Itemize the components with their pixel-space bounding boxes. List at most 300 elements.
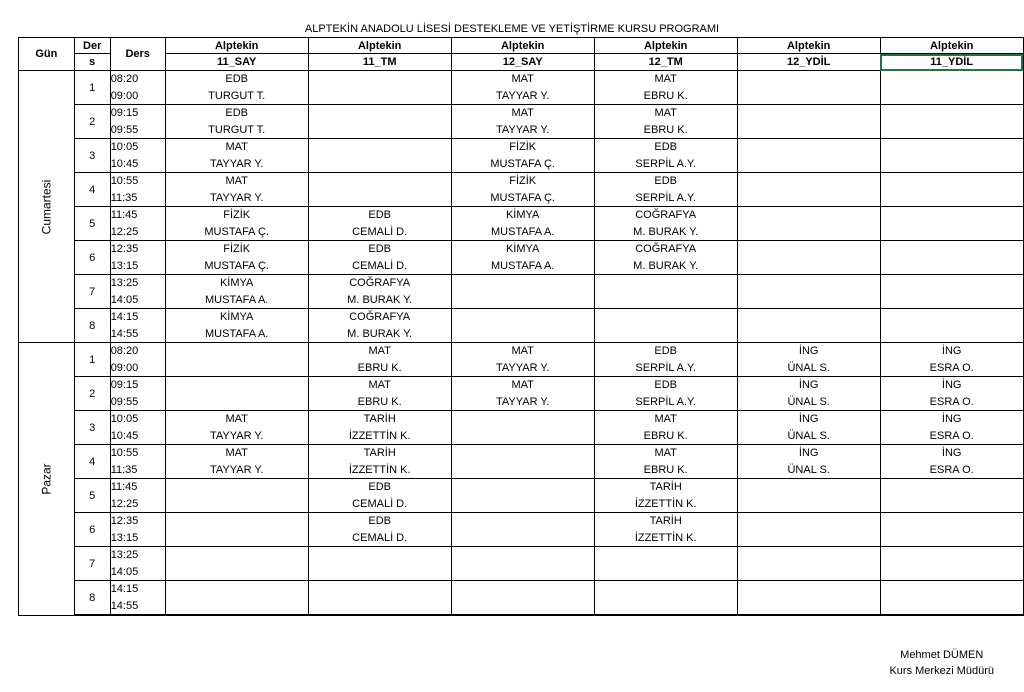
teacher-name xyxy=(166,360,308,376)
schedule-cell[interactable] xyxy=(308,445,451,479)
schedule-cell[interactable] xyxy=(594,309,737,343)
course-name xyxy=(309,105,451,122)
schedule-cell[interactable] xyxy=(308,309,451,343)
schedule-cell[interactable] xyxy=(737,105,880,139)
period-number: 2 xyxy=(74,377,110,411)
course-name: EDB xyxy=(654,141,677,153)
period-row xyxy=(19,547,1024,581)
schedule-cell[interactable] xyxy=(594,173,737,207)
period-number: 1 xyxy=(74,71,110,105)
schedule-cell[interactable] xyxy=(308,139,451,173)
period-row xyxy=(19,139,1024,173)
schedule-cell[interactable] xyxy=(451,173,594,207)
teacher-name: ESRA O. xyxy=(929,362,974,374)
period-row xyxy=(19,581,1024,616)
course-name: MAT xyxy=(511,73,534,85)
schedule-cell[interactable] xyxy=(165,343,308,377)
schedule-cell[interactable] xyxy=(737,445,880,479)
schedule-cell[interactable] xyxy=(737,71,880,105)
schedule-cell[interactable] xyxy=(880,139,1023,173)
schedule-cell[interactable] xyxy=(308,207,451,241)
course-name xyxy=(166,581,308,598)
teacher-name: TAYYAR Y. xyxy=(495,362,550,374)
teacher-name: M. BURAK Y. xyxy=(633,260,699,272)
teacher-name xyxy=(881,292,1023,308)
schedule-cell[interactable] xyxy=(165,173,308,207)
course-name: TARİH xyxy=(363,447,396,459)
schedule-cell[interactable] xyxy=(880,309,1023,343)
course-name xyxy=(881,479,1023,496)
period-start-time: 11:45 xyxy=(110,209,138,221)
course-name xyxy=(166,479,308,496)
period-start-time: 10:05 xyxy=(110,141,139,153)
schedule-cell[interactable] xyxy=(308,173,451,207)
period-end-time: 09:00 xyxy=(110,90,139,102)
schedule-cell[interactable] xyxy=(451,275,594,309)
course-name xyxy=(881,207,1023,224)
period-start-time: 13:25 xyxy=(110,277,139,289)
schedule-cell[interactable] xyxy=(880,241,1023,275)
course-name: MAT xyxy=(225,413,248,425)
period-number: 7 xyxy=(74,547,110,581)
schedule-cell[interactable] xyxy=(451,581,594,616)
schedule-cell[interactable] xyxy=(737,207,880,241)
schedule-cell[interactable] xyxy=(451,309,594,343)
period-row xyxy=(19,513,1024,547)
course-name xyxy=(881,547,1023,564)
teacher-name: EBRU K. xyxy=(643,124,688,136)
schedule-cell[interactable] xyxy=(880,71,1023,105)
teacher-name xyxy=(595,292,737,308)
teacher-name xyxy=(595,598,737,614)
schedule-cell[interactable] xyxy=(451,445,594,479)
schedule-cell[interactable] xyxy=(594,275,737,309)
teacher-name: MUSTAFA Ç. xyxy=(204,260,269,272)
header-ders-no-top: Der xyxy=(74,38,110,54)
day-label: Cumartesi xyxy=(39,179,54,234)
teacher-name: MUSTAFA Ç. xyxy=(490,192,555,204)
teacher-name xyxy=(881,496,1023,512)
teacher-name: EBRU K. xyxy=(643,430,688,442)
period-start-time: 10:55 xyxy=(110,447,139,459)
schedule-cell[interactable] xyxy=(165,105,308,139)
course-name xyxy=(881,581,1023,598)
course-name xyxy=(166,547,308,564)
schedule-cell[interactable] xyxy=(737,241,880,275)
teacher-name xyxy=(166,564,308,580)
period-start-time: 12:35 xyxy=(110,515,139,527)
teacher-name: TAYYAR Y. xyxy=(209,430,264,442)
schedule-cell[interactable] xyxy=(594,241,737,275)
schedule-cell[interactable] xyxy=(308,411,451,445)
header-class: 12_SAY xyxy=(451,54,594,71)
course-name xyxy=(881,309,1023,326)
period-time xyxy=(110,105,165,139)
schedule-cell[interactable] xyxy=(594,105,737,139)
schedule-cell[interactable] xyxy=(594,479,737,513)
header-school: Alptekin xyxy=(737,38,880,54)
schedule-cell[interactable] xyxy=(165,241,308,275)
course-name: EDB xyxy=(368,209,391,221)
period-row xyxy=(19,309,1024,343)
teacher-name xyxy=(881,224,1023,240)
schedule-cell[interactable] xyxy=(737,275,880,309)
schedule-cell[interactable] xyxy=(451,139,594,173)
period-time xyxy=(110,377,165,411)
schedule-cell[interactable] xyxy=(451,513,594,547)
teacher-name: SERPİL A.Y. xyxy=(635,192,696,204)
schedule-cell[interactable] xyxy=(737,411,880,445)
course-name: KİMYA xyxy=(219,311,254,323)
course-name xyxy=(166,513,308,530)
period-start-time: 14:15 xyxy=(110,311,139,323)
teacher-name: MUSTAFA Ç. xyxy=(490,158,555,170)
period-row xyxy=(19,411,1024,445)
schedule-cell[interactable] xyxy=(737,343,880,377)
course-name: COĞRAFYA xyxy=(349,277,411,289)
schedule-cell[interactable] xyxy=(594,445,737,479)
period-number: 5 xyxy=(74,207,110,241)
schedule-cell[interactable] xyxy=(165,513,308,547)
teacher-name xyxy=(595,564,737,580)
period-start-time: 11:45 xyxy=(110,481,138,493)
teacher-name: MUSTAFA A. xyxy=(205,328,269,340)
course-name xyxy=(309,71,451,88)
course-name: EDB xyxy=(654,345,677,357)
course-name xyxy=(738,71,880,88)
teacher-name xyxy=(738,88,880,104)
period-end-time: 09:00 xyxy=(110,362,139,374)
teacher-name xyxy=(881,156,1023,172)
header-class-selected-cell[interactable]: 11_YDİL xyxy=(880,54,1023,71)
header-school: Alptekin xyxy=(451,38,594,54)
schedule-cell[interactable] xyxy=(451,479,594,513)
teacher-name xyxy=(309,156,451,172)
schedule-cell[interactable] xyxy=(880,479,1023,513)
schedule-cell[interactable] xyxy=(880,105,1023,139)
course-name: İNG xyxy=(798,345,819,357)
schedule-cell[interactable] xyxy=(165,581,308,616)
teacher-name: ESRA O. xyxy=(929,430,974,442)
header-school: Alptekin xyxy=(594,38,737,54)
course-name: EDB xyxy=(654,175,677,187)
course-name: İNG xyxy=(798,379,819,391)
schedule-cell[interactable] xyxy=(308,377,451,411)
course-name: İNG xyxy=(941,345,962,357)
schedule-cell[interactable] xyxy=(308,241,451,275)
period-end-time: 09:55 xyxy=(110,124,139,136)
course-name xyxy=(881,241,1023,258)
header-school: Alptekin xyxy=(165,38,308,54)
schedule-cell[interactable] xyxy=(165,275,308,309)
schedule-cell[interactable] xyxy=(165,309,308,343)
period-number: 3 xyxy=(74,411,110,445)
period-number: 1 xyxy=(74,343,110,377)
period-end-time: 14:05 xyxy=(110,294,139,306)
schedule-cell[interactable] xyxy=(594,581,737,616)
schedule-cell[interactable] xyxy=(880,445,1023,479)
teacher-name: TAYYAR Y. xyxy=(209,158,264,170)
course-name xyxy=(738,547,880,564)
course-name: MAT xyxy=(654,73,677,85)
teacher-name: CEMALİ D. xyxy=(352,260,408,272)
schedule-cell[interactable] xyxy=(451,547,594,581)
period-time xyxy=(110,207,165,241)
teacher-name: TAYYAR Y. xyxy=(209,192,264,204)
period-number: 5 xyxy=(74,479,110,513)
period-time xyxy=(110,479,165,513)
header-ders: Ders xyxy=(110,38,165,71)
course-name xyxy=(881,71,1023,88)
period-end-time: 13:15 xyxy=(110,532,139,544)
teacher-name: ÜNAL S. xyxy=(787,362,830,374)
teacher-name xyxy=(166,496,308,512)
teacher-name xyxy=(452,326,594,342)
header-ders-no-bottom: s xyxy=(74,54,110,71)
header-class: 11_TM xyxy=(308,54,451,71)
course-name xyxy=(738,479,880,496)
schedule-cell[interactable] xyxy=(165,139,308,173)
course-name: MAT xyxy=(511,107,534,119)
course-name xyxy=(309,581,451,598)
schedule-cell[interactable] xyxy=(308,71,451,105)
schedule-cell[interactable] xyxy=(165,547,308,581)
period-end-time: 12:25 xyxy=(110,226,139,238)
schedule-cell[interactable] xyxy=(594,411,737,445)
schedule-cell[interactable] xyxy=(737,139,880,173)
signature-role: Kurs Merkezi Müdürü xyxy=(889,665,994,677)
teacher-name: SERPİL A.Y. xyxy=(635,396,696,408)
course-name xyxy=(738,173,880,190)
teacher-name xyxy=(452,598,594,614)
course-name xyxy=(738,241,880,258)
header-class: 11_SAY xyxy=(165,54,308,71)
teacher-name: İZZETTİN K. xyxy=(348,430,411,442)
document-title: ALPTEKİN ANADOLU LİSESİ DESTEKLEME VE YETİŞTİRME KURSU PROGRAMI xyxy=(304,23,720,35)
period-start-time: 14:15 xyxy=(110,583,139,595)
course-name: KİMYA xyxy=(219,277,254,289)
period-time xyxy=(110,139,165,173)
schedule-cell[interactable] xyxy=(594,513,737,547)
course-name: TARİH xyxy=(363,413,396,425)
course-name: EDB xyxy=(225,107,248,119)
schedule-cell[interactable] xyxy=(880,173,1023,207)
teacher-name: MUSTAFA Ç. xyxy=(204,226,269,238)
schedule-cell[interactable] xyxy=(594,343,737,377)
period-start-time: 08:20 xyxy=(110,73,139,85)
schedule-cell[interactable] xyxy=(737,309,880,343)
course-name xyxy=(452,445,594,462)
teacher-name xyxy=(881,122,1023,138)
period-time xyxy=(110,309,165,343)
course-name: FİZİK xyxy=(223,243,251,255)
course-name xyxy=(881,173,1023,190)
teacher-name xyxy=(881,190,1023,206)
schedule-cell[interactable] xyxy=(880,411,1023,445)
schedule-cell[interactable] xyxy=(880,377,1023,411)
teacher-name: TAYYAR Y. xyxy=(495,396,550,408)
course-name: TARİH xyxy=(649,515,682,527)
teacher-name xyxy=(309,190,451,206)
period-number: 6 xyxy=(74,241,110,275)
course-name xyxy=(595,309,737,326)
course-name: EDB xyxy=(225,73,248,85)
course-name: MAT xyxy=(511,345,534,357)
schedule-cell[interactable] xyxy=(594,139,737,173)
teacher-name: SERPİL A.Y. xyxy=(635,362,696,374)
course-name xyxy=(881,513,1023,530)
schedule-cell[interactable] xyxy=(880,513,1023,547)
schedule-cell[interactable] xyxy=(737,581,880,616)
header-class: 12_TM xyxy=(594,54,737,71)
teacher-name xyxy=(738,598,880,614)
schedule-cell[interactable] xyxy=(737,547,880,581)
course-name xyxy=(166,343,308,360)
period-number: 4 xyxy=(74,445,110,479)
schedule-cell[interactable] xyxy=(880,547,1023,581)
period-number: 3 xyxy=(74,139,110,173)
course-name: EDB xyxy=(368,515,391,527)
teacher-name: CEMALİ D. xyxy=(352,498,408,510)
header-gun: Gün xyxy=(19,38,75,71)
schedule-cell[interactable] xyxy=(737,377,880,411)
teacher-name: EBRU K. xyxy=(643,464,688,476)
course-name xyxy=(309,173,451,190)
teacher-name: M. BURAK Y. xyxy=(347,294,413,306)
teacher-name xyxy=(452,564,594,580)
period-end-time: 14:55 xyxy=(110,328,139,340)
course-name: KİMYA xyxy=(505,243,540,255)
course-name: MAT xyxy=(368,345,391,357)
period-time xyxy=(110,581,165,616)
schedule-cell[interactable] xyxy=(165,479,308,513)
schedule-cell[interactable] xyxy=(594,207,737,241)
course-name xyxy=(595,581,737,598)
schedule-cell[interactable] xyxy=(165,71,308,105)
teacher-name xyxy=(452,496,594,512)
course-name xyxy=(738,581,880,598)
period-time xyxy=(110,275,165,309)
period-number: 8 xyxy=(74,309,110,343)
schedule-cell[interactable] xyxy=(308,275,451,309)
schedule-cell[interactable] xyxy=(308,513,451,547)
teacher-name: M. BURAK Y. xyxy=(347,328,413,340)
period-time xyxy=(110,241,165,275)
course-name: İNG xyxy=(941,413,962,425)
period-time xyxy=(110,547,165,581)
course-name xyxy=(738,207,880,224)
schedule-cell[interactable] xyxy=(737,173,880,207)
period-start-time: 12:35 xyxy=(110,243,139,255)
course-name xyxy=(881,105,1023,122)
teacher-name xyxy=(595,326,737,342)
course-name: İNG xyxy=(798,413,819,425)
teacher-name xyxy=(881,326,1023,342)
period-row xyxy=(19,105,1024,139)
teacher-name xyxy=(452,292,594,308)
schedule-cell[interactable] xyxy=(594,377,737,411)
schedule-cell[interactable] xyxy=(308,479,451,513)
course-name: KİMYA xyxy=(505,209,540,221)
signature-block xyxy=(889,647,994,679)
teacher-name xyxy=(738,122,880,138)
teacher-name: TURGUT T. xyxy=(208,90,266,102)
schedule-cell[interactable] xyxy=(451,105,594,139)
schedule-cell[interactable] xyxy=(451,411,594,445)
course-name: EDB xyxy=(368,243,391,255)
period-start-time: 09:15 xyxy=(110,107,139,119)
teacher-name xyxy=(166,598,308,614)
course-name: MAT xyxy=(511,379,534,391)
schedule-cell[interactable] xyxy=(165,207,308,241)
schedule-cell[interactable] xyxy=(737,479,880,513)
schedule-cell[interactable] xyxy=(451,207,594,241)
header-school: Alptekin xyxy=(308,38,451,54)
period-end-time: 14:05 xyxy=(110,566,139,578)
schedule-cell[interactable] xyxy=(308,581,451,616)
period-start-time: 10:55 xyxy=(110,175,139,187)
course-name: EDB xyxy=(654,379,677,391)
schedule-cell[interactable] xyxy=(165,411,308,445)
course-name: MAT xyxy=(225,141,248,153)
course-name: MAT xyxy=(654,447,677,459)
schedule-cell[interactable] xyxy=(880,581,1023,616)
period-row xyxy=(19,377,1024,411)
course-name xyxy=(738,105,880,122)
schedule-cell[interactable] xyxy=(594,547,737,581)
schedule-cell[interactable] xyxy=(880,207,1023,241)
teacher-name xyxy=(452,428,594,444)
course-name: MAT xyxy=(654,413,677,425)
schedule-cell[interactable] xyxy=(308,343,451,377)
teacher-name xyxy=(309,88,451,104)
schedule-cell[interactable] xyxy=(737,513,880,547)
teacher-name xyxy=(452,530,594,546)
schedule-cell[interactable] xyxy=(880,343,1023,377)
teacher-name: ESRA O. xyxy=(929,396,974,408)
schedule-cell[interactable] xyxy=(594,71,737,105)
period-row xyxy=(19,445,1024,479)
schedule-cell[interactable] xyxy=(451,377,594,411)
schedule-cell[interactable] xyxy=(308,547,451,581)
teacher-name: ÜNAL S. xyxy=(787,464,830,476)
schedule-cell[interactable] xyxy=(165,377,308,411)
schedule-cell[interactable] xyxy=(451,71,594,105)
period-end-time: 09:55 xyxy=(110,396,139,408)
schedule-cell[interactable] xyxy=(165,445,308,479)
course-name xyxy=(738,139,880,156)
schedule-cell[interactable] xyxy=(308,105,451,139)
schedule-cell[interactable] xyxy=(451,241,594,275)
teacher-name: EBRU K. xyxy=(357,396,402,408)
course-name xyxy=(452,547,594,564)
schedule-cell[interactable] xyxy=(880,275,1023,309)
course-name xyxy=(452,513,594,530)
period-start-time: 13:25 xyxy=(110,549,139,561)
course-name xyxy=(309,547,451,564)
teacher-name xyxy=(881,258,1023,274)
teacher-name xyxy=(881,530,1023,546)
teacher-name xyxy=(166,394,308,410)
schedule-cell[interactable] xyxy=(451,343,594,377)
period-row xyxy=(19,71,1024,105)
day-label: Pazar xyxy=(39,463,54,495)
teacher-name xyxy=(738,190,880,206)
teacher-name: ÜNAL S. xyxy=(787,396,830,408)
period-time xyxy=(110,71,165,105)
course-name xyxy=(881,139,1023,156)
teacher-name: M. BURAK Y. xyxy=(633,226,699,238)
